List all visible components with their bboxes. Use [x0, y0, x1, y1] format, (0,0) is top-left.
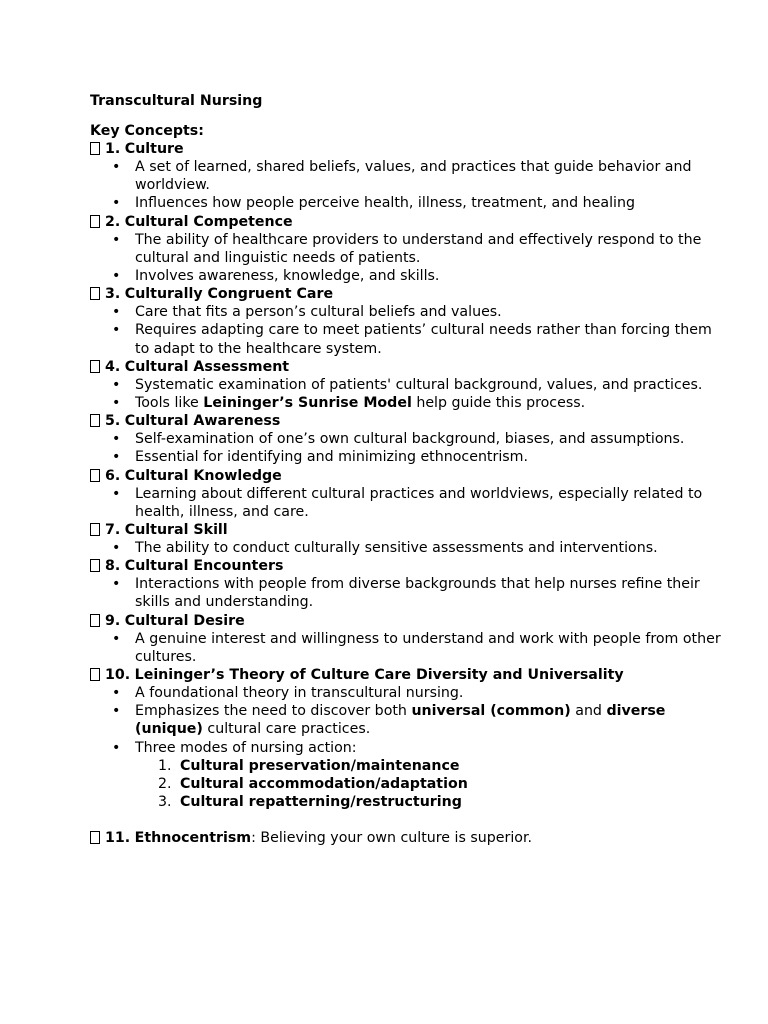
nursing-modes-list — [90, 757, 730, 812]
bullet-icon — [112, 739, 122, 757]
bullet-icon — [112, 303, 122, 321]
bullet-text: Interactions with people from diverse backgrounds that help nurses refine their skills and understanding. — [135, 576, 700, 611]
bullet-item — [90, 739, 730, 757]
section-heading — [90, 140, 730, 158]
section-number: 6. — [105, 467, 121, 484]
final-concept-title: Ethnocentrism — [134, 830, 252, 847]
concept-section — [90, 213, 730, 286]
bullet-text: A set of learned, shared beliefs, values, and practices that guide behavior and worldview. — [135, 159, 692, 194]
bullet-icon — [112, 394, 122, 412]
section-title: Cultural Assessment — [124, 358, 290, 375]
blank-line — [90, 811, 730, 829]
bullet-item — [90, 267, 730, 285]
bullet-text: A genuine interest and willingness to understand and work with people from other cultures. — [135, 630, 721, 665]
mode-label: Cultural preservation/maintenance — [180, 757, 460, 774]
bullet-item — [90, 684, 730, 702]
bullet-icon — [112, 194, 122, 212]
bullet-icon — [112, 539, 122, 557]
bullet-icon — [112, 231, 122, 249]
bullet-list — [90, 158, 730, 213]
bold-text: universal (common) — [411, 703, 571, 720]
bullet-text: Tools like — [135, 395, 204, 412]
section-heading — [90, 467, 730, 485]
section-title: Cultural Encounters — [124, 558, 284, 575]
section-heading — [90, 521, 730, 539]
bullet-list — [90, 539, 730, 557]
key-concepts-heading: Key Concepts: — [90, 123, 204, 139]
missing-glyph-icon — [90, 215, 100, 228]
bold-text: Leininger’s Sunrise Model — [203, 395, 412, 412]
section-number: 1. — [105, 141, 121, 157]
nursing-mode-item — [90, 793, 730, 811]
bullet-text: The ability to conduct culturally sensitive assessments and interventions. — [135, 540, 658, 557]
bullet-icon — [112, 702, 122, 720]
missing-glyph-icon — [90, 287, 100, 300]
section-heading — [90, 412, 730, 430]
bullet-icon — [112, 267, 122, 285]
concept-sections — [90, 140, 730, 811]
section-number: 3. — [105, 286, 121, 303]
bullet-item — [90, 448, 730, 466]
missing-glyph-icon — [90, 614, 100, 627]
final-concept-number: 11. — [105, 830, 131, 847]
bullet-item — [90, 485, 730, 521]
mode-number: 3. — [158, 794, 172, 811]
bullet-text: Essential for identifying and minimizing ethnocentrism. — [135, 449, 528, 466]
bullet-icon — [112, 485, 122, 503]
missing-glyph-icon — [90, 668, 100, 681]
section-number: 4. — [105, 358, 121, 375]
bullet-item — [90, 539, 730, 557]
bullet-item — [90, 702, 730, 738]
bullet-item — [90, 231, 730, 267]
bullet-list — [90, 303, 730, 358]
concept-section — [90, 521, 730, 557]
section-number: 10. — [105, 667, 131, 684]
bullet-text: Care that fits a person’s cultural beliefs and values. — [135, 304, 502, 321]
bullet-list — [90, 684, 730, 757]
bullet-text: Three modes of nursing action: — [135, 739, 357, 756]
document-title: Transcultural Nursing — [90, 93, 263, 109]
bullet-text: and — [570, 703, 607, 720]
bullet-list — [90, 430, 730, 466]
concept-section — [90, 612, 730, 666]
bullet-item — [90, 158, 730, 194]
section-heading — [90, 213, 730, 231]
document-page — [90, 92, 730, 847]
nursing-mode-item — [90, 775, 730, 793]
missing-glyph-icon — [90, 142, 100, 155]
bullet-text: Self-examination of one’s own cultural background, biases, and assumptions. — [135, 431, 685, 448]
section-heading — [90, 285, 730, 303]
final-concept-text: : Believing your own culture is superior. — [251, 830, 533, 847]
bullet-item — [90, 194, 730, 212]
bullet-text: Systematic examination of patients' cultural background, values, and practices. — [135, 376, 703, 393]
missing-glyph-icon — [90, 414, 100, 427]
bullet-item — [90, 376, 730, 394]
missing-glyph-icon — [90, 831, 100, 844]
concept-section — [90, 557, 730, 611]
concept-section — [90, 467, 730, 521]
section-title: Culturally Congruent Care — [124, 286, 334, 303]
bullet-icon — [112, 430, 122, 448]
missing-glyph-icon — [90, 360, 100, 373]
bold-text: diverse (unique) — [135, 703, 666, 738]
concept-section — [90, 412, 730, 466]
section-heading — [90, 666, 730, 684]
section-title: Cultural Knowledge — [124, 467, 282, 484]
section-number: 5. — [105, 413, 121, 430]
bullet-list — [90, 575, 730, 611]
section-title: Cultural Skill — [124, 522, 228, 539]
bullet-text: Requires adapting care to meet patients’ cultural needs rather than forcing them to adapt to the healthcare system. — [135, 322, 712, 357]
bullet-list — [90, 231, 730, 286]
bullet-icon — [112, 630, 122, 648]
bullet-item — [90, 630, 730, 666]
concept-section — [90, 285, 730, 358]
bullet-text: help guide this process. — [411, 395, 586, 412]
concept-section — [90, 666, 730, 811]
section-number: 7. — [105, 522, 121, 539]
section-heading — [90, 358, 730, 376]
bullet-text: cultural care practices. — [202, 721, 371, 738]
bullet-text: Learning about different cultural practices and worldviews, especially related to health, illness, and care. — [135, 485, 703, 520]
mode-label: Cultural repatterning/restructuring — [180, 794, 462, 811]
bullet-text: Emphasizes the need to discover both — [135, 703, 412, 720]
bullet-text: Involves awareness, knowledge, and skills. — [135, 268, 440, 285]
missing-glyph-icon — [90, 469, 100, 482]
mode-number: 1. — [158, 757, 172, 774]
bullet-icon — [112, 684, 122, 702]
section-number: 9. — [105, 612, 121, 629]
concept-section — [90, 358, 730, 412]
mode-label: Cultural accommodation/adaptation — [180, 776, 468, 793]
concept-section — [90, 140, 730, 213]
section-title: Cultural Competence — [124, 213, 293, 230]
bullet-item — [90, 303, 730, 321]
bullet-icon — [112, 321, 122, 339]
bullet-text: A foundational theory in transcultural nursing. — [135, 685, 464, 702]
missing-glyph-icon — [90, 523, 100, 536]
bullet-item — [90, 430, 730, 448]
nursing-mode-item — [90, 757, 730, 775]
bullet-item — [90, 575, 730, 611]
bullet-list — [90, 630, 730, 666]
bullet-list — [90, 485, 730, 521]
bullet-item — [90, 394, 730, 412]
section-title: Cultural Awareness — [124, 413, 281, 430]
bullet-icon — [112, 448, 122, 466]
bullet-item — [90, 321, 730, 357]
section-heading — [90, 612, 730, 630]
bullet-list — [90, 376, 730, 412]
bullet-text: Influences how people perceive health, illness, treatment, and healing — [135, 195, 635, 212]
bullet-text: The ability of healthcare providers to understand and effectively respond to the cultural and linguistic needs of patients. — [135, 231, 702, 266]
section-title: Leininger’s Theory of Culture Care Diversity and Universality — [134, 667, 624, 684]
section-title: Culture — [124, 141, 184, 157]
section-number: 2. — [105, 213, 121, 230]
missing-glyph-icon — [90, 559, 100, 572]
section-heading — [90, 557, 730, 575]
bullet-icon — [112, 376, 122, 394]
final-concept-line — [90, 829, 730, 847]
bullet-icon — [112, 575, 122, 593]
bullet-icon — [112, 158, 122, 176]
mode-number: 2. — [158, 776, 172, 793]
section-number: 8. — [105, 558, 121, 575]
section-title: Cultural Desire — [124, 612, 245, 629]
